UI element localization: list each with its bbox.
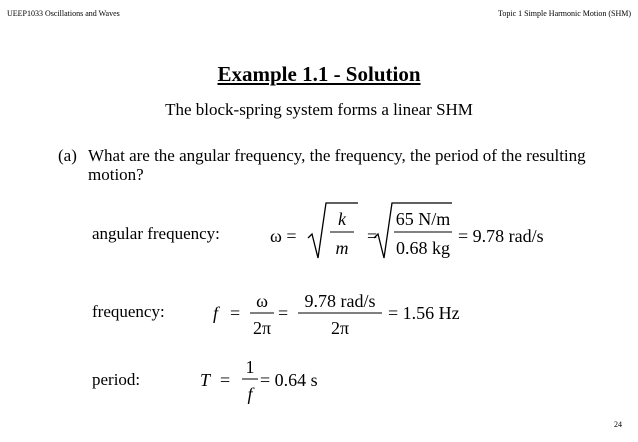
slide-title: Example 1.1 - Solution — [217, 62, 421, 86]
slide-subtitle: The block-spring system forms a linear SHM — [165, 100, 473, 119]
angular-frequency-label: angular frequency: — [92, 224, 220, 243]
frequency-result: = 1.56 Hz — [388, 303, 460, 323]
fraction-numerator: 1 — [245, 357, 255, 377]
period-label: period: — [92, 370, 141, 389]
page-number: 24 — [614, 420, 622, 429]
t-lhs: T — [200, 370, 211, 390]
question-text: What are the angular frequency, the frequency, the period of the resulting motion? — [88, 146, 586, 184]
fraction-numerator: 9.78 rad/s — [304, 291, 376, 311]
question-label: (a) — [58, 146, 77, 165]
fraction-denominator: 0.68 kg — [396, 238, 450, 258]
frequency-label: frequency: — [92, 302, 165, 321]
sqrt-sign — [308, 203, 358, 258]
angular-frequency-result: = 9.78 rad/s — [458, 226, 544, 246]
fraction-numerator: ω — [256, 291, 268, 311]
fraction-numerator: k — [338, 209, 346, 229]
period-equation — [200, 352, 380, 412]
equals-sign: = — [230, 303, 241, 323]
fraction-numerator: 65 N/m — [395, 209, 451, 229]
frequency-equation — [210, 286, 490, 342]
f-lhs: f — [213, 303, 219, 323]
omega-lhs: ω = — [270, 226, 297, 246]
fraction-denominator: 2π — [330, 318, 350, 338]
fraction-denominator: 2π — [252, 318, 272, 338]
angular-frequency-equation — [270, 198, 590, 268]
fraction-denominator: f — [247, 384, 253, 404]
fraction-denominator: m — [335, 238, 349, 258]
course-title: UEEP1033 Oscillations and Waves — [7, 9, 120, 18]
period-result: = 0.64 s — [260, 370, 318, 390]
equals-sign: = — [367, 226, 378, 246]
equals-sign: = — [278, 303, 289, 323]
topic-title: Topic 1 Simple Harmonic Motion (SHM) — [498, 9, 631, 18]
equals-sign: = — [220, 370, 231, 390]
